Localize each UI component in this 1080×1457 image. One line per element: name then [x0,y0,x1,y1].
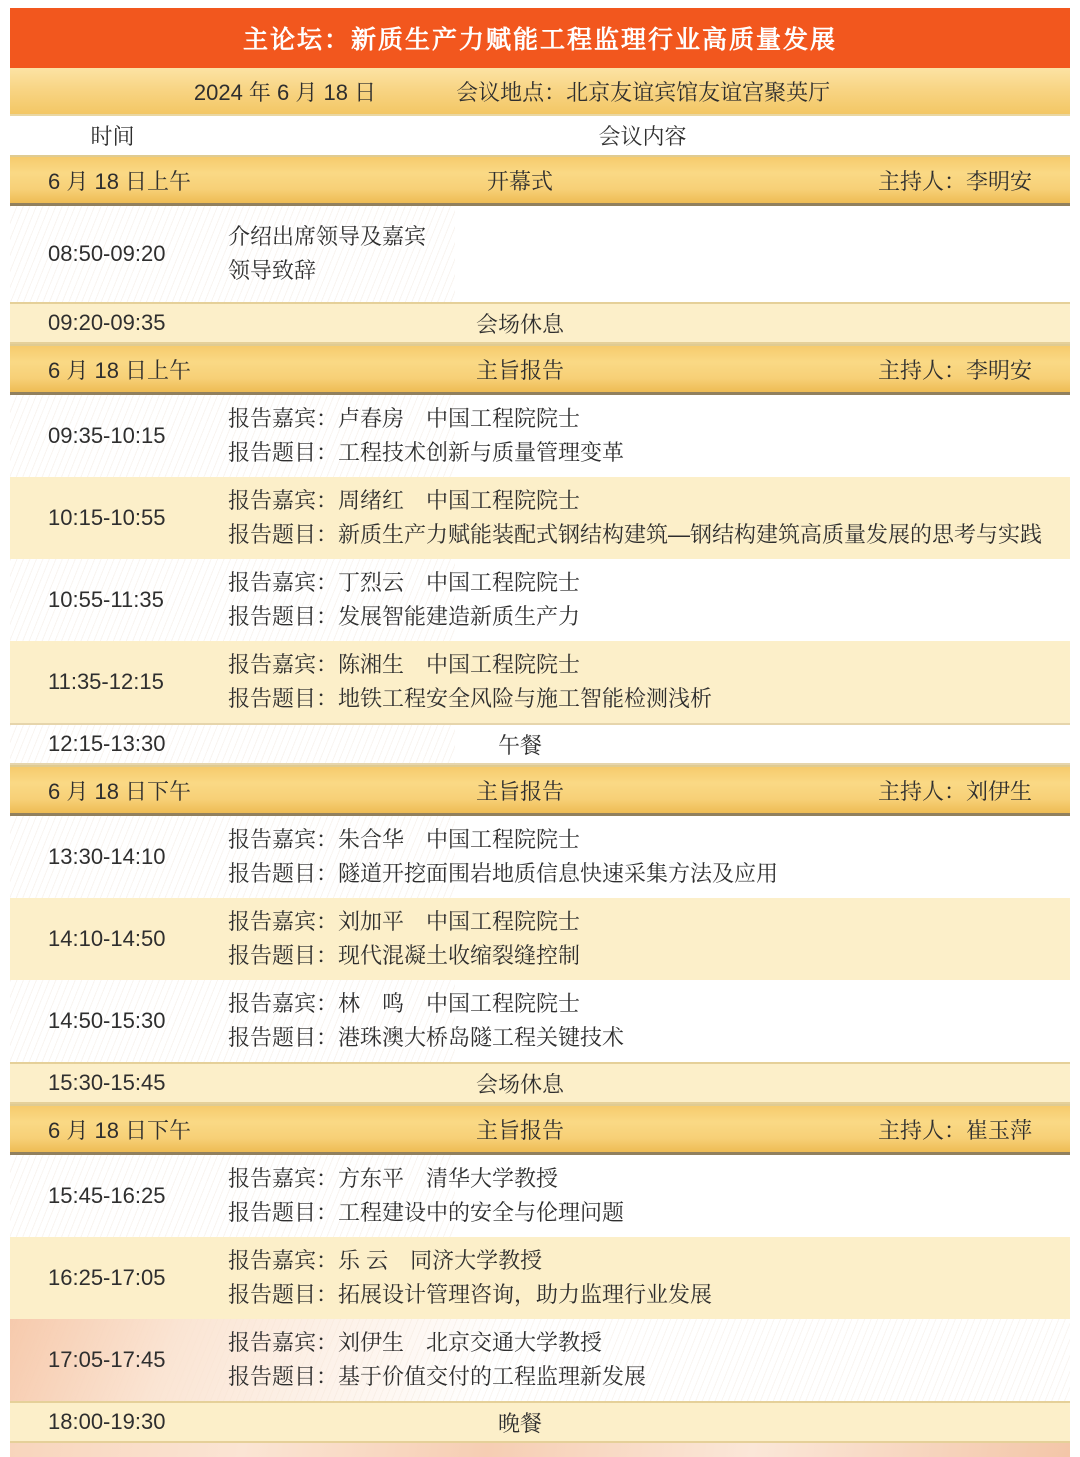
item-line: 报告题目：港珠澳大桥岛隧工程关键技术 [228,1025,625,1050]
item-content [215,987,1070,1055]
break-row [10,302,1070,344]
session-host: 主持人：刘伊生 [877,778,1032,804]
item-content [215,823,1070,891]
item-line: 报告嘉宾：朱合华 中国工程院院士 [228,827,581,852]
agenda-item-row [10,816,1070,898]
session-time: 6 月 18 日上午 [48,168,192,194]
agenda-item-row [10,1155,1070,1237]
item-time: 10:15-10:55 [48,505,166,530]
session-title: 主旨报告 [475,357,564,383]
forum-title: 主论坛：新质生产力赋能工程监理行业高质量发展 [242,26,837,54]
item-line: 报告嘉宾：刘伊生 北京交通大学教授 [228,1330,603,1355]
item-line: 领导致辞 [228,258,317,283]
session-header-row [10,155,1070,206]
item-line: 报告题目：隧道开挖面围岩地质信息快速采集方法及应用 [228,861,779,886]
item-time: 08:50-09:20 [48,241,166,266]
break-row [10,1062,1070,1104]
meeting-info-row [10,68,1070,116]
session-header-row [10,1104,1070,1155]
bottom-decoration [10,1443,1070,1457]
break-label: 会场休息 [475,311,564,337]
item-content [215,484,1070,552]
item-line: 报告嘉宾：刘加平 中国工程院院士 [228,909,581,934]
item-content [215,648,1070,716]
item-line: 报告嘉宾：丁烈云 中国工程院院士 [228,570,581,595]
item-time: 15:45-16:25 [48,1183,166,1208]
forum-title-bar [10,8,1070,68]
break-label: 晚餐 [497,1410,542,1436]
item-time: 10:55-11:35 [48,587,164,612]
item-line: 报告题目：地铁工程安全风险与施工智能检测浅析 [228,686,713,711]
item-content [215,1162,1070,1230]
session-title: 主旨报告 [475,1117,564,1143]
item-content [215,1244,1070,1312]
agenda-item-row [10,206,1070,302]
item-time: 11:35-12:15 [48,669,164,694]
session-title: 主旨报告 [475,778,564,804]
break-time: 15:30-15:45 [48,1070,166,1095]
break-row [10,723,1070,765]
session-host: 主持人：李明安 [877,357,1032,383]
item-line: 报告题目：新质生产力赋能装配式钢结构建筑—钢结构建筑高质量发展的思考与实践 [228,522,1043,547]
item-line: 报告嘉宾：方东平 清华大学教授 [228,1166,559,1191]
item-line: 报告题目：基于价值交付的工程监理新发展 [228,1364,647,1389]
break-time: 18:00-19:30 [48,1409,166,1434]
session-host: 主持人：崔玉萍 [877,1117,1032,1143]
column-header-time: 时间 [90,124,135,149]
item-content [215,402,1070,470]
item-content [215,220,1070,288]
column-header-row [10,116,1070,155]
item-content [215,566,1070,634]
item-time: 13:30-14:10 [48,844,166,869]
item-line: 报告嘉宾：陈湘生 中国工程院院士 [228,652,581,677]
break-time: 12:15-13:30 [48,731,166,756]
agenda-item-row [10,641,1070,723]
session-host: 主持人：李明安 [877,168,1032,194]
item-time: 16:25-17:05 [48,1265,166,1290]
agenda-item-row [10,395,1070,477]
item-time: 14:50-15:30 [48,1008,166,1033]
session-title: 开幕式 [486,168,553,194]
meeting-location: 会议地点：北京友谊宾馆友谊宫聚英厅 [456,79,831,105]
session-time: 6 月 18 日上午 [48,357,192,383]
item-time: 14:10-14:50 [48,926,166,951]
session-header-row [10,344,1070,395]
item-line: 报告题目：拓展设计管理咨询，助力监理行业发展 [228,1282,713,1307]
item-line: 报告嘉宾：卢春房 中国工程院院士 [228,406,581,431]
item-line: 报告题目：发展智能建造新质生产力 [228,604,581,629]
session-time: 6 月 18 日下午 [48,1117,192,1143]
meeting-date: 2024 年 6 月 18 日 [193,79,377,105]
agenda-item-row [10,980,1070,1062]
session-time: 6 月 18 日下午 [48,778,192,804]
break-time: 09:20-09:35 [48,310,166,335]
item-line: 报告题目：工程建设中的安全与伦理问题 [228,1200,625,1225]
agenda-item-row [10,1237,1070,1319]
break-label: 午餐 [497,732,542,758]
item-line: 报告嘉宾：周绪红 中国工程院院士 [228,488,581,513]
agenda-item-row [10,1319,1070,1401]
item-time: 09:35-10:15 [48,423,166,448]
item-line: 报告题目：工程技术创新与质量管理变革 [228,440,625,465]
item-content [215,1326,1070,1394]
agenda-item-row [10,477,1070,559]
session-header-row [10,765,1070,816]
item-line: 报告题目：现代混凝土收缩裂缝控制 [228,943,581,968]
column-header-content: 会议内容 [598,124,687,149]
item-content [215,905,1070,973]
agenda-item-row [10,898,1070,980]
item-line: 报告嘉宾：乐 云 同济大学教授 [228,1248,543,1273]
agenda-item-row [10,559,1070,641]
item-line: 报告嘉宾：林 鸣 中国工程院院士 [228,991,581,1016]
break-label: 会场休息 [475,1071,564,1097]
break-row [10,1401,1070,1443]
item-line: 介绍出席领导及嘉宾 [228,224,427,249]
item-time: 17:05-17:45 [48,1347,166,1372]
